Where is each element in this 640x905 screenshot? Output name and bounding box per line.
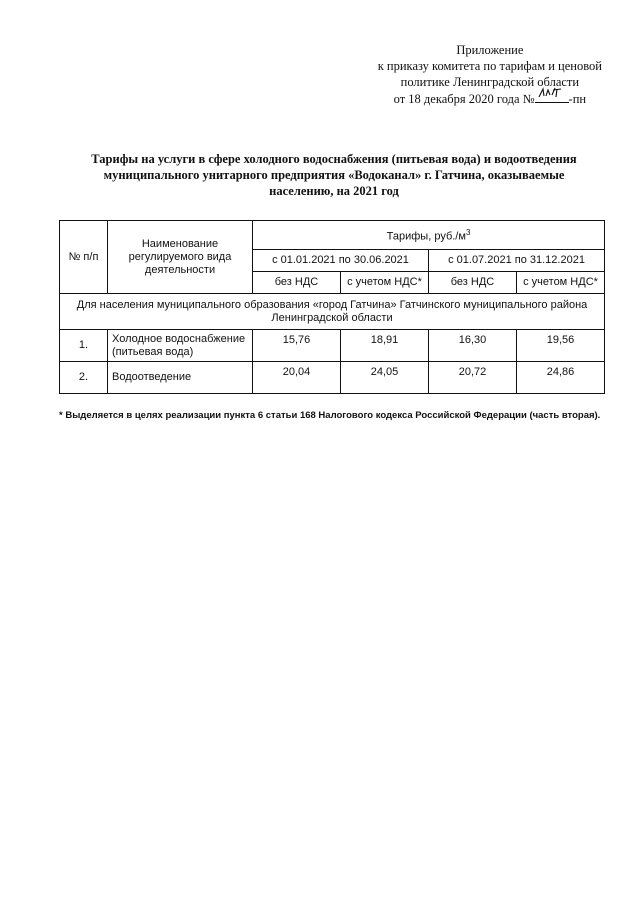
- row-p2-vat: 19,56: [517, 330, 605, 362]
- appendix-line-1: Приложение: [456, 43, 524, 57]
- row-p1-no-vat: 20,04: [253, 362, 341, 394]
- row-p1-vat: 24,05: [341, 362, 429, 394]
- title-line-3: населению, на 2021 год: [269, 184, 399, 198]
- title-line-1: Тарифы на услуги в сфере холодного водоснабжения (питьевая вода) и водоотведения: [91, 152, 577, 166]
- appendix-suffix: -пн: [568, 92, 587, 106]
- header-period-1: с 01.01.2021 по 30.06.2021: [253, 250, 429, 272]
- appendix-line-2: к приказу комитета по тарифам и ценовой: [377, 59, 602, 73]
- row-num: 2.: [60, 362, 108, 394]
- header-num: № п/п: [60, 221, 108, 294]
- handwritten-number: [535, 90, 569, 103]
- row-name: Водоотведение: [108, 362, 253, 394]
- header-period-2: с 01.07.2021 по 31.12.2021: [429, 250, 605, 272]
- header-p2-no-vat: без НДС: [429, 272, 517, 294]
- row-p2-no-vat: 20,72: [429, 362, 517, 394]
- group-row: Для населения муниципального образования «город Гатчина» Гатчинского муниципального района Ленинградской области: [60, 294, 605, 330]
- header-p2-vat: с учетом НДС*: [517, 272, 605, 294]
- header-p1-vat: с учетом НДС*: [341, 272, 429, 294]
- appendix-line-4: [378, 90, 602, 107]
- row-p2-vat: 24,86: [517, 362, 605, 394]
- header-tariffs: Тарифы, $руб./м^3$: [253, 221, 605, 250]
- appendix-line-3: политике Ленинградской области: [400, 75, 580, 89]
- footnote: * Выделяется в целях реализации пункта 6 статьи 168 Налогового кодекса Российской Федерации (часть вторая).: [59, 410, 601, 421]
- row-p1-no-vat: 15,76: [253, 330, 341, 362]
- header-name: Наименование регулируемого вида деятельности: [108, 221, 253, 294]
- tariffs-table: [59, 220, 605, 394]
- appendix-header: [378, 42, 602, 107]
- row-num: 1.: [60, 330, 108, 362]
- row-p1-vat: 18,91: [341, 330, 429, 362]
- table-row: [60, 330, 605, 362]
- document-title: [60, 151, 608, 199]
- table-row: [60, 362, 605, 394]
- appendix-date: от 18 декабря 2020 года №: [393, 92, 535, 106]
- title-line-2: муниципального унитарного предприятия «Водоканал» г. Гатчина, оказываемые: [103, 168, 565, 182]
- row-p2-no-vat: 16,30: [429, 330, 517, 362]
- header-p1-no-vat: без НДС: [253, 272, 341, 294]
- row-name: Холодное водоснабжение (питьевая вода): [108, 330, 253, 362]
